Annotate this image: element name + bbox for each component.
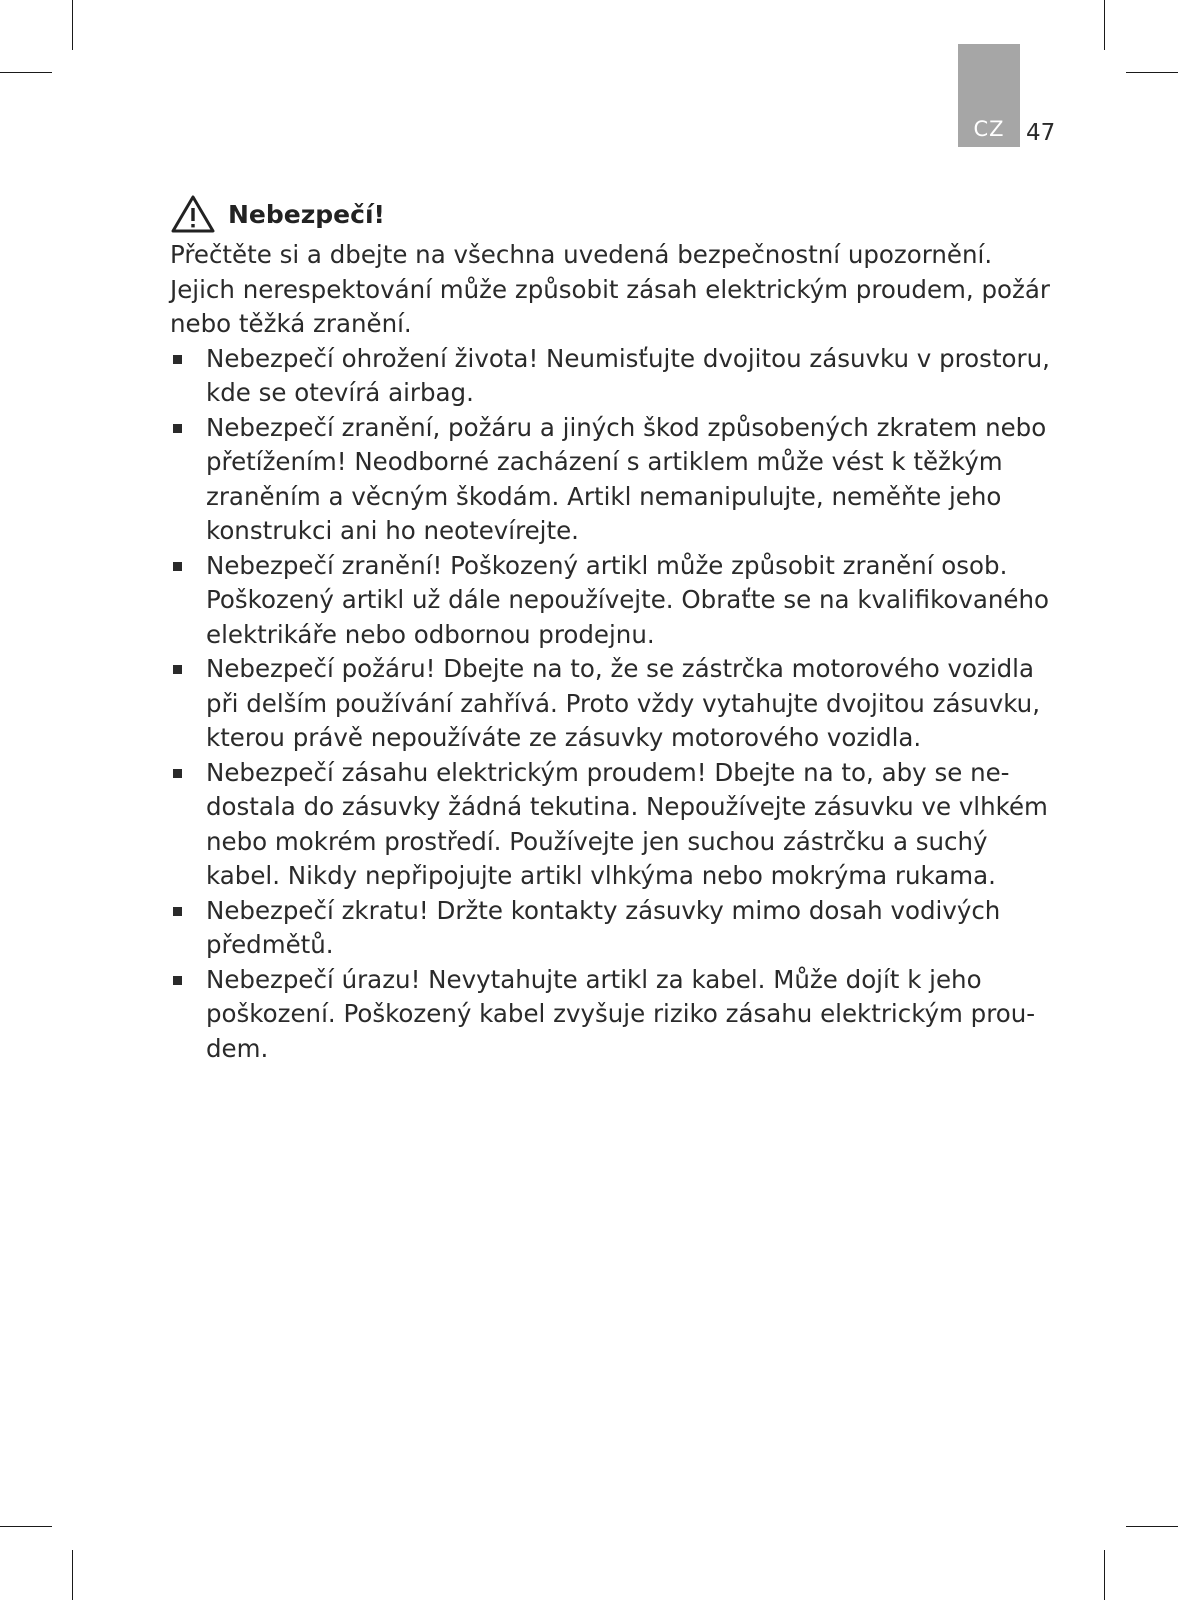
list-item — [170, 411, 1070, 549]
list-item — [170, 342, 1070, 411]
safety-section — [170, 190, 1070, 1066]
list-item-text: Nebezpečí zásahu elektrickým proudem! Dbejte na to, aby se ne- dostala do zásuvky žádná tekutina. Nepoužívejte zásuvku ve vlhkém nebo mokrém prostředí. Používejte jen suchou zástrčku a suchý kabel. Nikdy nepřipojujte artikl vlhkýma nebo mokrýma rukama. — [206, 757, 1048, 890]
list-item — [170, 652, 1070, 756]
bullet-icon — [173, 665, 182, 674]
list-item — [170, 963, 1070, 1067]
section-title: Nebezpečí! — [228, 199, 385, 229]
list-item-text: Nebezpečí požáru! Dbejte na to, že se zástrčka motorového vozidla při delším používání zahřívá. Proto vždy vytahujte dvojitou zásuvku, kterou právě nepoužíváte ze zásuvky motorového vozidla. — [206, 654, 1040, 752]
warning-triangle-icon — [170, 194, 216, 234]
bullet-icon — [173, 562, 182, 571]
bullet-icon — [173, 907, 182, 916]
list-item-text: Nebezpečí ohrožení života! Neumisťujte dvojitou zásuvku v prostoru, kde se otevírá airbag. — [206, 343, 1050, 407]
language-tab — [958, 44, 1020, 147]
page-number: 47 — [1026, 120, 1056, 146]
bullet-icon — [173, 976, 182, 985]
crop-mark-bottom-left-vertical — [72, 1550, 73, 1600]
bullet-icon — [173, 355, 182, 364]
crop-mark-bottom-right-horizontal — [1126, 1526, 1178, 1527]
list-item-text: Nebezpečí zranění! Poškozený artikl může způsobit zranění osob. Poškozený artikl už dále nepoužívejte. Obraťte se na kvalifikovaného elektrikáře nebo odbornou prodejnu. — [206, 550, 1050, 649]
bullet-icon — [173, 424, 182, 433]
crop-mark-top-left-vertical — [72, 0, 73, 50]
list-item — [170, 549, 1070, 653]
list-item — [170, 756, 1070, 894]
bullet-icon — [173, 769, 182, 778]
crop-mark-top-right-horizontal — [1126, 72, 1178, 73]
intro-paragraph: Přečtěte si a dbejte na všechna uvedená bezpečnostní upozornění. Jejich nerespektování může způsobit zásah elektrickým proudem, požár nebo těžká zranění. — [170, 240, 1050, 338]
list-item-text: Nebezpečí zranění, požáru a jiných škod způsobených zkratem nebo přetížením! Neodborné zacházení s artiklem může vést k těžkým zraněním a věcným škodám. Artikl nemanipulujte, neměňte jeho konstrukci ani ho neotevírejte. — [206, 412, 1047, 545]
crop-mark-top-left-horizontal — [0, 72, 52, 73]
crop-mark-bottom-right-vertical — [1104, 1550, 1105, 1600]
crop-mark-bottom-left-horizontal — [0, 1526, 52, 1527]
language-label: CZ — [973, 117, 1005, 141]
list-item-text: Nebezpečí úrazu! Nevytahujte artikl za kabel. Může dojít k jeho poškození. Poškozený kabel zvyšuje riziko zásahu elektrickým prou- dem. — [206, 964, 1036, 1063]
list-item — [170, 894, 1070, 963]
section-heading — [170, 190, 1070, 238]
crop-mark-top-right-vertical — [1104, 0, 1105, 50]
warning-list — [170, 342, 1070, 1067]
list-item-text: Nebezpečí zkratu! Držte kontakty zásuvky mimo dosah vodivých předmětů. — [206, 895, 1001, 959]
